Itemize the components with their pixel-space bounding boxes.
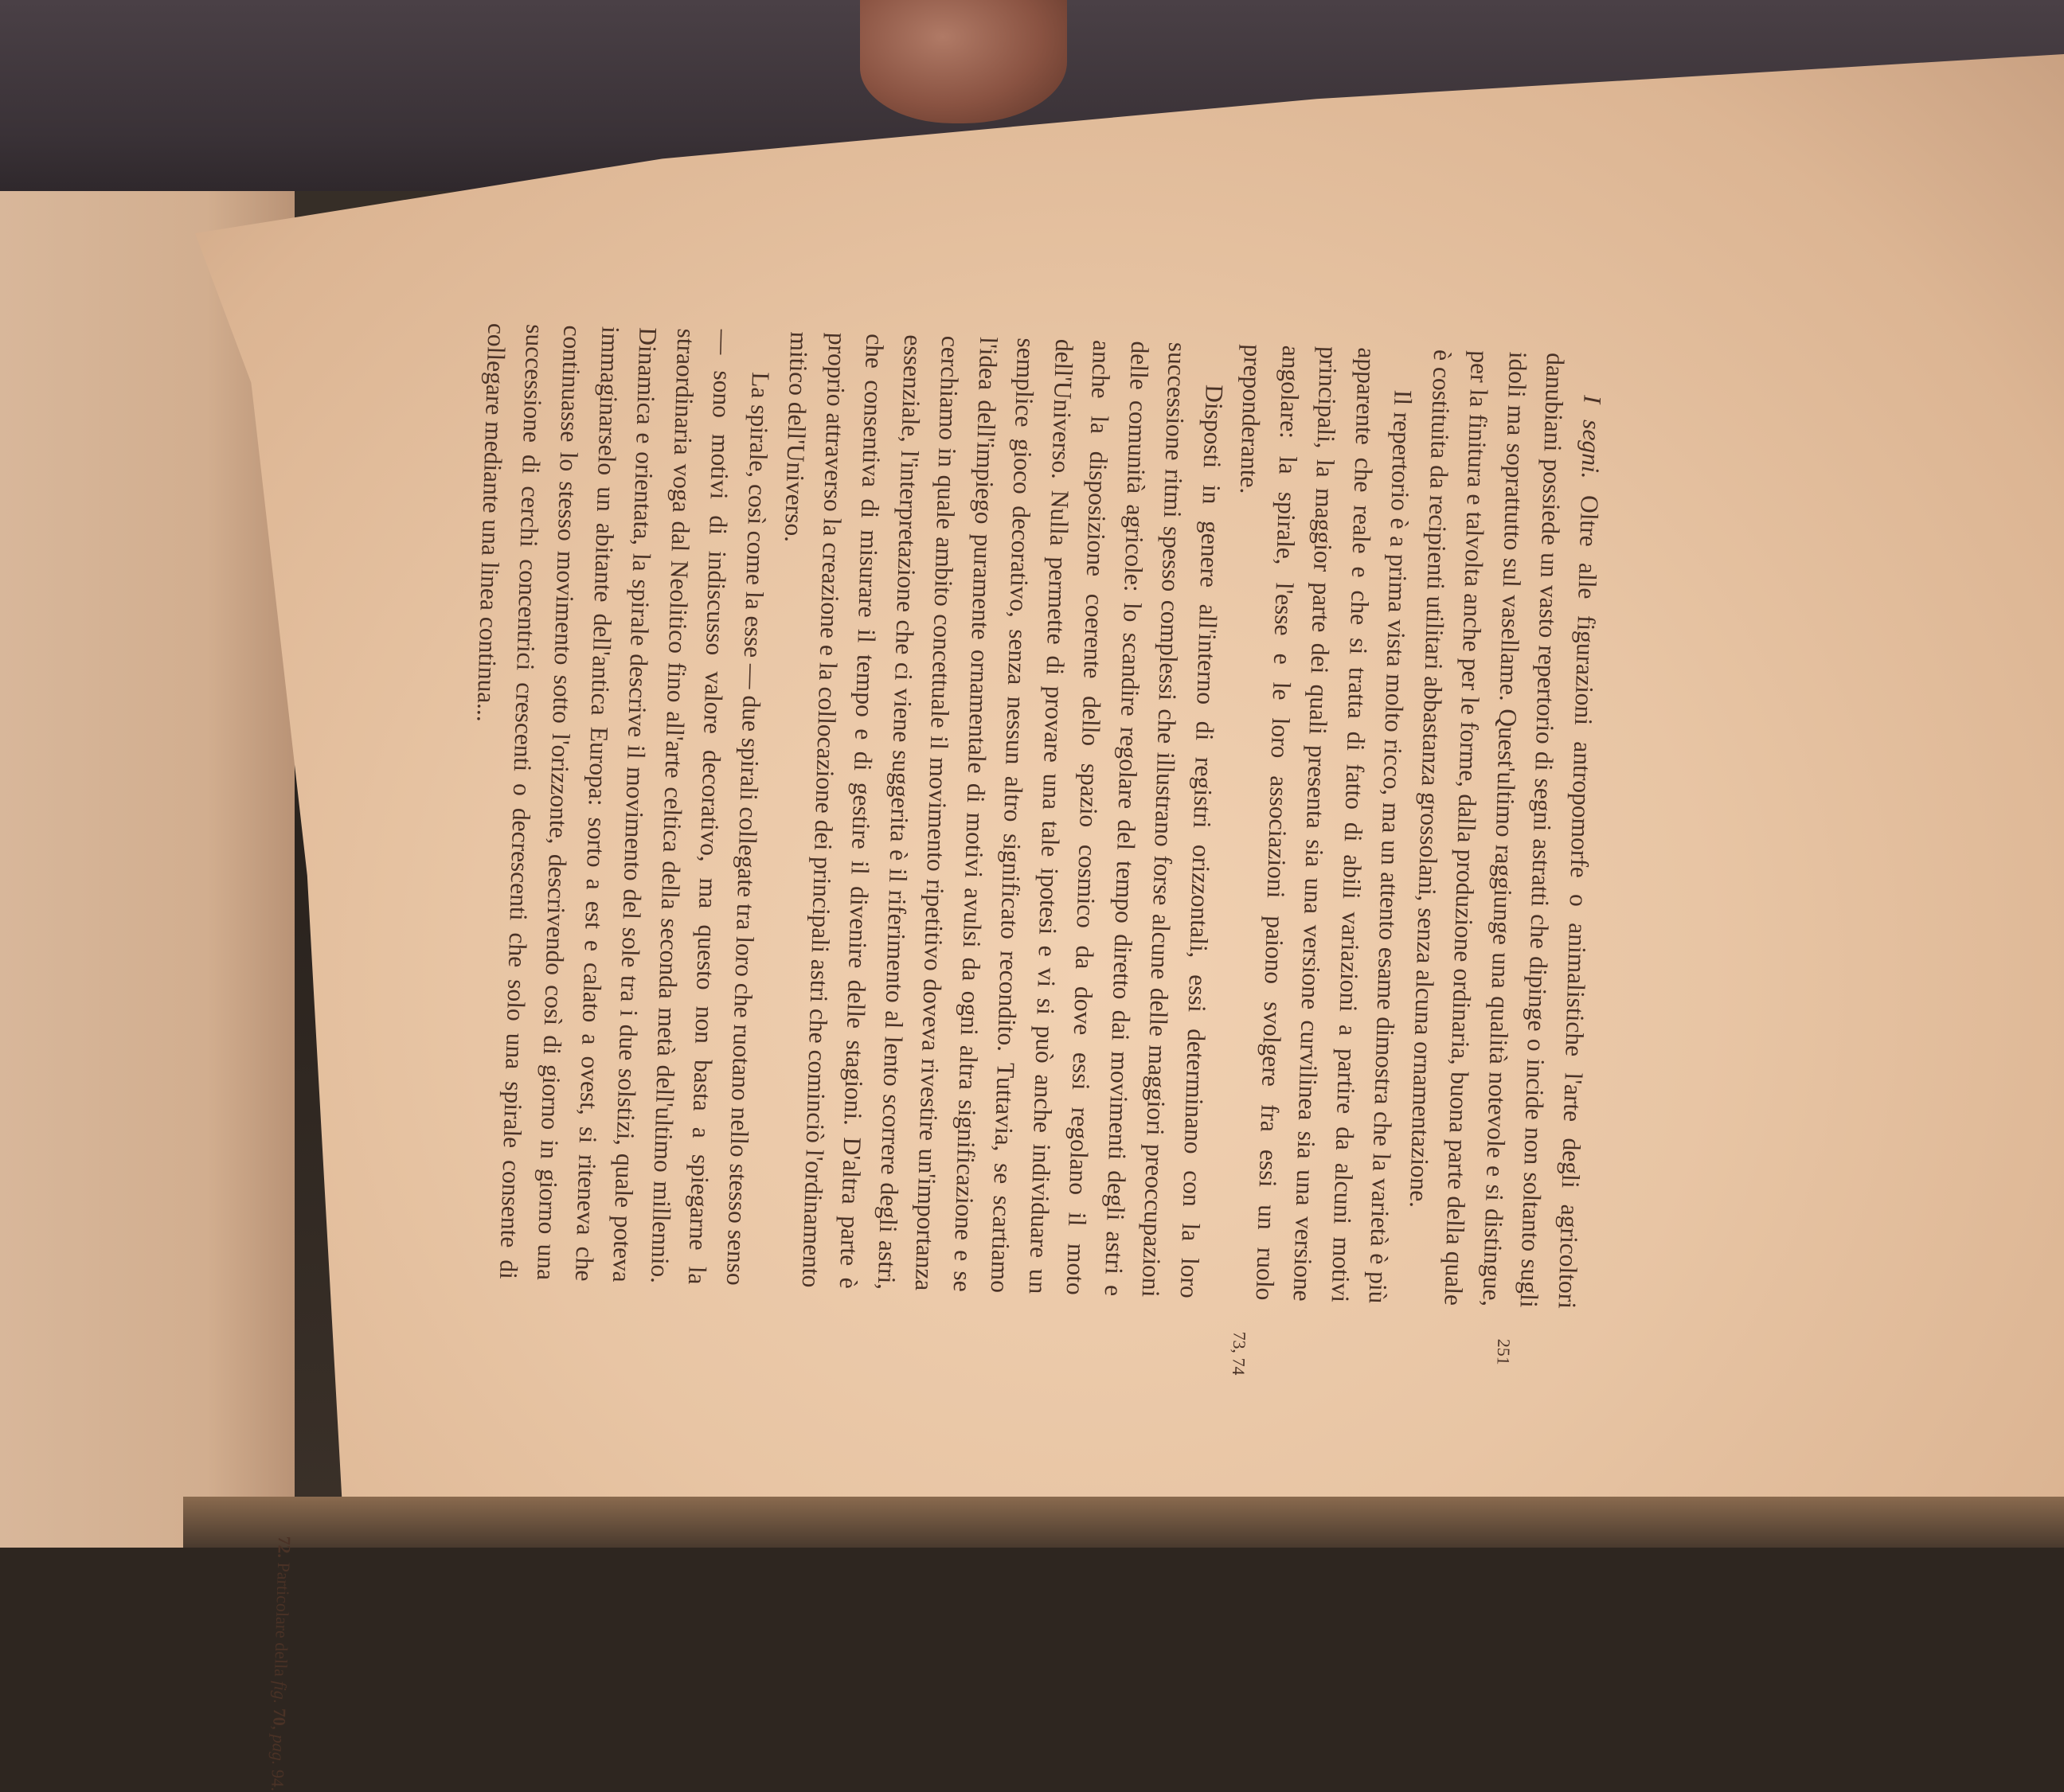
margin-note-figure-ref: 73, 74 — [1228, 1331, 1250, 1376]
cover-artifact-image — [860, 0, 1067, 123]
paragraph-text: La spirale, così come la esse — due spirali collegate tra loro che ruotano nello stesso senso — sono motivi di indiscusso valore decorativo, ma questo non basta a spiegarne la straordinaria voga dal Neolitico fino all'arte celtica della seconda metà dell'ultimo millennio. Dinamica e orientata, la spirale descrive il movimento del sole tra i due solstizi, quale poteva immaginarselo un abitante dell'antica Europa: sorto a est e calato a ovest, si riteneva che continuasse lo stesso movimento sotto l'orizzonte, descrivendo così di giorno in giorno una successione di cerchi concentrici crescenti o decrescenti che solo una spirale consente di collegare mediante una linea continua... — [472, 322, 775, 1286]
caption-text: Particolare della — [270, 1557, 295, 1681]
paragraph — [1208, 344, 1424, 1304]
paragraph-text: Disposti in genere all'interno di registri orizzontali, essi determinano con la loro successione ritmi spesso complessi che illustrano forse alcune delle maggiori preoccupazioni delle comunità agricole: lo scandire regolare del tempo diretto dai movimenti degli astri e anche la disposizione coerente dello spazio cosmico da dove essi regolano il moto dell'Universo. Nulla permette di provare una tale ipotesi e vi si può anche individuare un semplice gioco decorativo, senza nessun altro significato recondito. Tuttavia, se scartiamo l'idea dell'impiego puramente ornamentale di motivi avulsi da ogni altra significazione e se cerchiamo in quale ambito concettuale il movimento ripetitivo doveva rivestire un'importanza essenziale, l'interpretazione che ci viene suggerita è il riferimento al lento scorrere degli astri, che consentiva di misurare il tempo e di gestire il divenire delle stagioni. D'altra parte è proprio attraverso la creazione e la collocazione dei principali astri che cominciò l'ordinamento mitico dell'Universo. — [780, 331, 1229, 1299]
caption-pag-label: pag. — [268, 1734, 290, 1766]
paragraph-text: Oltre alle figurazioni antropomorfe o animalistiche l'arte degli agricoltori danubiani possiede un vasto repertorio di segni astratti che dipinge o incide non soltanto sugli idoli ma soprattutto sul vasellame. Quest'ultimo raggiunge una qualità notevole e si distingue, per la finitura e talvolta anche per le forme, dalla produzione ordinaria, buona parte della quale è costituita da recipienti utilitari abbastanza grossolani, senza alcuna ornamentazione. — [1404, 349, 1605, 1310]
paragraph — [1397, 349, 1612, 1309]
caption-separator: , — [269, 1725, 290, 1735]
caption-fig-label: fig. — [270, 1681, 291, 1704]
paragraph-text: Il repertorio è a prima vista molto ricco, ma un attento esame dimostra che la varietà è più apparente che reale e che si tratta di fatto di abili variazioni a partire da alcuni motivi principali, la maggior parte dei quali presenta sia una versione curvilinea sia una versione angolare: la spirale, l'esse e le loro associazioni paiono svolgere fra essi un ruolo preponderante. — [1235, 344, 1418, 1304]
caption-fig-number: 70 — [269, 1704, 291, 1727]
caption-pag-number: 94. — [268, 1764, 288, 1792]
paragraph — [452, 322, 780, 1286]
paragraph — [754, 331, 1234, 1298]
margin-note-figure-ref: 251 — [1493, 1338, 1515, 1366]
body-text — [452, 322, 1612, 1376]
page-edge-shadow — [183, 1497, 2064, 1548]
figure-caption — [267, 1536, 295, 1791]
section-heading: I segni. — [1576, 394, 1607, 480]
caption-number: 72. — [274, 1536, 295, 1559]
